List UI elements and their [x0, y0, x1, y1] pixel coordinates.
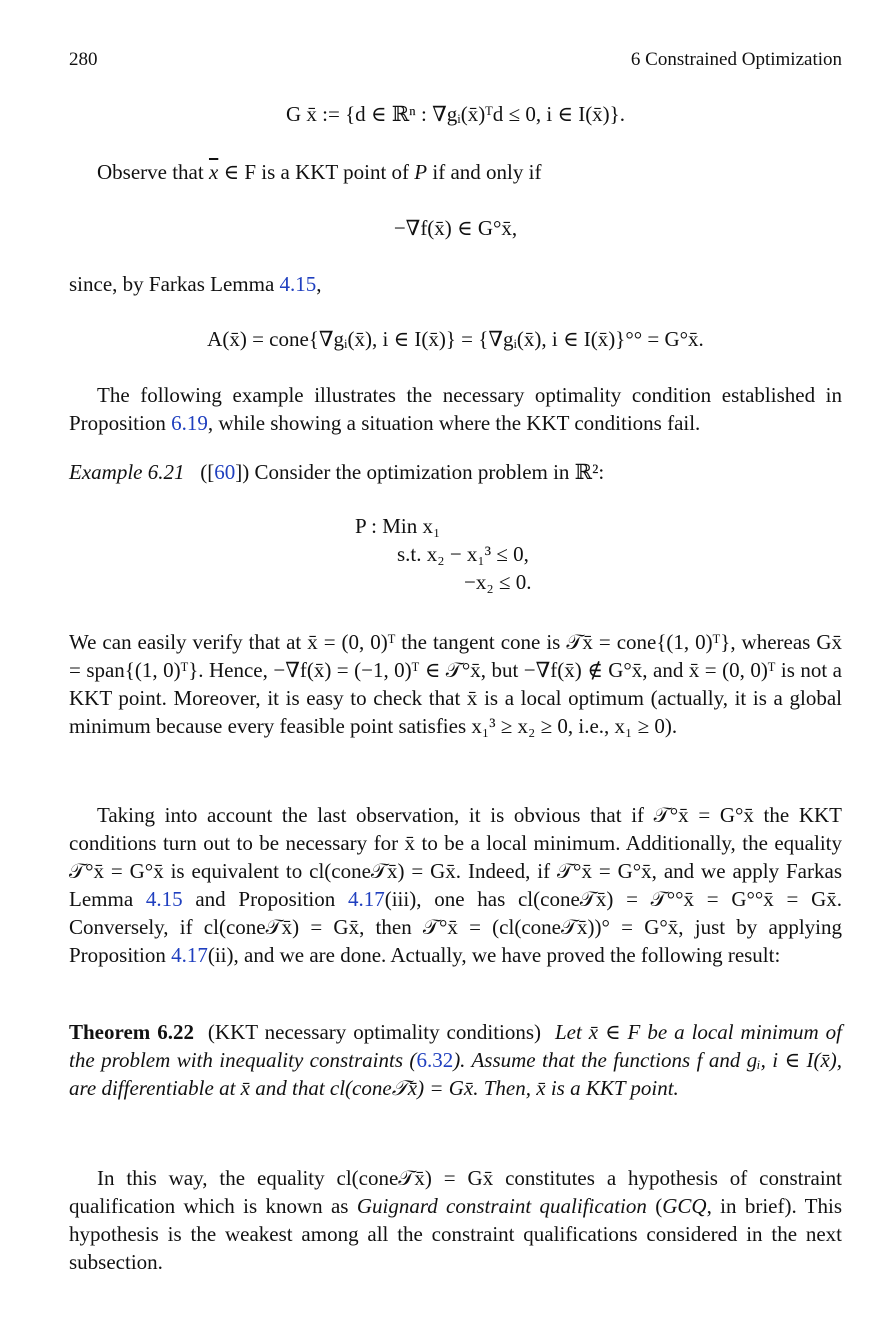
- problem-constraint-1: s.t. x₂ − x₁³ ≤ 0,: [397, 542, 529, 566]
- optimization-problem: [355, 512, 615, 596]
- equation-active-cone: A(x̄) = cone{∇gᵢ(x̄), i ∈ I(x̄)} = {∇gᵢ(x̄), i ∈ I(x̄)}°° = G°x̄.: [207, 327, 704, 351]
- theorem-label: Theorem 6.22: [69, 1020, 194, 1044]
- equation-kkt-condition: −∇f(x̄) ∈ G°x̄,: [393, 216, 518, 240]
- theorem-6-22: Theorem 6.22 (KKT necessary optimality conditions) Let x̄ ∈ F be a local minimum of the problem with inequality constraints (6.32). Assume that the functions f and gᵢ, i ∈ I(x̄), are differentiable at x̄ and that cl(cone𝒯x̄) = Gx̄. Then, x̄ is a KKT point.: [69, 1020, 843, 1100]
- paragraph-gcq: In this way, the equality cl(cone𝒯x̄) = Gx̄ constitutes a hypothesis of constraint qualification which is known as Guignard constraint qualification (GCQ, in brief). This hypothesis is the weakest among all the constraint qualifications considered in the next subsection.: [69, 1166, 843, 1274]
- running-title: 6 Constrained Optimization: [630, 49, 842, 70]
- equation-g-cone: G x̄ := {d ∈ ℝⁿ : ∇gᵢ(x̄)ᵀd ≤ 0, i ∈ I(x̄)}.: [285, 102, 626, 126]
- example-label: Example 6.21: [69, 460, 185, 484]
- ref-link-4-15[interactable]: 4.15: [279, 272, 317, 296]
- running-header: [69, 46, 842, 74]
- theorem-title: (KKT necessary optimality conditions): [207, 1020, 542, 1044]
- paragraph-farkas: since, by Farkas Lemma 4.15,: [69, 272, 322, 296]
- paragraph-guignard-derivation: Taking into account the last observation, it is obvious that if 𝒯°x̄ = G°x̄ the KKT conditions turn out to be necessary for x̄ to be a local minimum. Additionally, the equality 𝒯°x̄ = G°x̄ is equivalent to cl(cone𝒯x̄) = Gx̄. Indeed, if 𝒯°x̄ = G°x̄, and we apply Farkas Lemma 4.15 and Proposition 4.17(iii), one has cl(cone𝒯x̄) = 𝒯°°x̄ = G°°x̄ = Gx̄. Conversely, if cl(cone𝒯x̄) = Gx̄, then 𝒯°x̄ = (cl(cone𝒯x̄))° = G°x̄, just by applying Proposition 4.17(ii), and we are done. Actually, we have proved the following result:: [69, 803, 843, 967]
- ref-link-4-15-b[interactable]: 4.15: [145, 887, 183, 911]
- paragraph-observe: Observe that $\overline{x}$ ∈ F is a KKT point of P if and only if: [97, 160, 542, 184]
- ref-link-4-17-b[interactable]: 4.17: [171, 943, 208, 967]
- ref-link-6-32[interactable]: 6.32: [416, 1048, 454, 1072]
- ref-link-6-19[interactable]: 6.19: [171, 411, 208, 435]
- problem-constraint-2: −x₂ ≤ 0.: [464, 570, 532, 594]
- paragraph-tangent-cone: We can easily verify that at x̄ = (0, 0)ᵀ the tangent cone is 𝒯x̄ = cone{(1, 0)ᵀ}, whereas Gx̄ = span{(1, 0)ᵀ}. Hence, −∇f(x̄) = (−1, 0)ᵀ ∈ 𝒯°x̄, but −∇f(x̄) ∉ G°x̄, and x̄ = (0, 0)ᵀ is not a KKT point. Moreover, it is easy to check that x̄ is a local optimum (actually, it is a global minimum because every feasible point satisfies x₁³ ≥ x₂ ≥ 0, i.e., x₁ ≥ 0).: [69, 630, 842, 738]
- ref-link-4-17[interactable]: 4.17: [347, 887, 385, 911]
- example-heading: Example 6.21 ([60]) Consider the optimization problem in ℝ²:: [69, 460, 605, 484]
- term-guignard: Guignard constraint qualification: [356, 1194, 647, 1218]
- problem-objective: P : Min x₁: [355, 514, 441, 538]
- ref-link-60[interactable]: 60: [214, 460, 236, 484]
- page-number: 280: [69, 49, 98, 70]
- paragraph-example-intro: The following example illustrates the necessary optimality condition established in Proposition 6.19, while showing a situation where the KKT conditions fail.: [69, 383, 842, 435]
- term-gcq: GCQ: [662, 1194, 707, 1218]
